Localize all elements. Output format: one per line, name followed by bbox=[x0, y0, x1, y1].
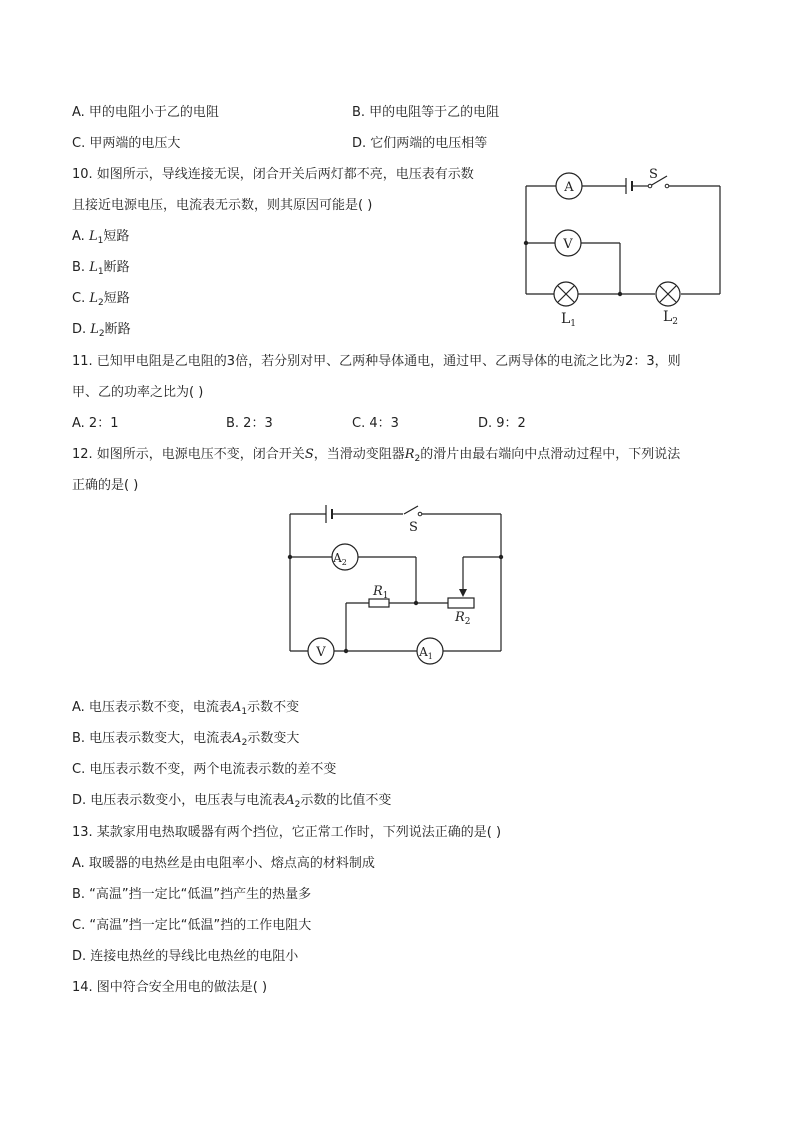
q11-option-d: D. 9：2 bbox=[478, 416, 526, 431]
q12-stem-line1: 12. 如图所示，电源电压不变，闭合开关S，当滑动变阻器$R_2$的滑片由最右端向中点滑动过程中，下列说法 bbox=[72, 447, 681, 464]
q11-option-a: A. 2：1 bbox=[72, 416, 119, 431]
q12-junction-right bbox=[499, 555, 503, 559]
q10-switch-pivot bbox=[648, 184, 652, 188]
q11-stem-line2: 甲、乙的功率之比为( ) bbox=[72, 385, 204, 400]
q12-option-d: D. 电压表示数变小，电压表与电流表$A_2$示数的比值不变 bbox=[72, 793, 392, 810]
q12-switch-contact bbox=[418, 512, 422, 516]
q10-switch-contact bbox=[665, 184, 669, 188]
q13-option-a: A. 取暖器的电热丝是由电阻率小、熔点高的材料制成 bbox=[72, 856, 375, 871]
q9-option-b: B. 甲的电阻等于乙的电阻 bbox=[352, 105, 500, 120]
q12-rheostat-r2 bbox=[448, 598, 474, 608]
q12-voltmeter-label: V bbox=[316, 645, 326, 660]
q12-junction-middle bbox=[414, 601, 418, 605]
q10-switch-label: S bbox=[649, 167, 658, 182]
q12-option-b: B. 电压表示数变大，电流表$A_2$示数变大 bbox=[72, 731, 300, 748]
q12-resistor-r1-label: $R_1$ bbox=[373, 584, 389, 601]
q10-option-b: B. $L_1$断路 bbox=[72, 260, 130, 277]
q14-stem: 14. 图中符合安全用电的做法是( ) bbox=[72, 980, 268, 995]
q10-lamp-l1-label: $L_1$ bbox=[561, 311, 577, 329]
q10-ammeter-label: A bbox=[564, 180, 574, 195]
q12-stem-line2: 正确的是( ) bbox=[72, 478, 139, 493]
q10-voltmeter-label: V bbox=[563, 237, 573, 252]
q12-slider-arrow bbox=[459, 589, 467, 597]
q12-rheostat-r2-label: $R_2$ bbox=[455, 610, 471, 627]
q10-lamp-l1 bbox=[554, 282, 578, 306]
q9-option-d: D. 它们两端的电压相等 bbox=[352, 136, 488, 151]
q13-option-d: D. 连接电热丝的导线比电热丝的电阻小 bbox=[72, 949, 299, 964]
q12-ammeter-a2-label: $A_2$ bbox=[333, 551, 347, 567]
q11-option-b: B. 2：3 bbox=[226, 416, 273, 431]
q10-stem-line2: 且接近电源电压，电流表无示数，则其原因可能是( ) bbox=[72, 198, 373, 213]
q12-junction-left bbox=[288, 555, 292, 559]
q9-option-a: A. 甲的电阻小于乙的电阻 bbox=[72, 105, 219, 120]
q13-option-c: C. “高温”挡一定比“低温”挡的工作电阻大 bbox=[72, 918, 312, 933]
q12-option-a: A. 电压表示数不变，电流表$A_1$示数不变 bbox=[72, 700, 300, 717]
q11-option-c: C. 4：3 bbox=[352, 416, 399, 431]
q10-junction-bottom bbox=[618, 292, 622, 296]
q12-switch-label: S bbox=[409, 520, 418, 535]
q12-ammeter-a1-label: $A_1$ bbox=[419, 645, 433, 661]
q10-stem-line1: 10. 如图所示，导线连接无误，闭合开关后两灯都不亮，电压表有示数 bbox=[72, 167, 474, 182]
q10-option-a: A. $L_1$短路 bbox=[72, 229, 130, 246]
q10-option-d: D. $L_2$断路 bbox=[72, 322, 131, 339]
q10-option-c: C. $L_2$短路 bbox=[72, 291, 130, 308]
q10-lamp-l2 bbox=[656, 282, 680, 306]
q12-circuit-diagram bbox=[282, 498, 512, 670]
q13-stem: 13. 某款家用电热取暖器有两个挡位，它正常工作时，下列说法正确的是( ) bbox=[72, 825, 502, 840]
q12-junction-bottom bbox=[344, 649, 348, 653]
q13-option-b: B. “高温”挡一定比“低温”挡产生的热量多 bbox=[72, 887, 312, 902]
q9-option-c: C. 甲两端的电压大 bbox=[72, 136, 181, 151]
q11-stem-line1: 11. 已知甲电阻是乙电阻的3倍，若分别对甲、乙两种导体通电，通过甲、乙两导体的电流之比为2：3，则 bbox=[72, 354, 681, 369]
q12-option-c: C. 电压表示数不变，两个电流表示数的差不变 bbox=[72, 762, 337, 777]
q10-junction-left bbox=[524, 241, 528, 245]
q10-lamp-l2-label: $L_2$ bbox=[663, 309, 679, 327]
q10-circuit-diagram bbox=[515, 162, 730, 332]
